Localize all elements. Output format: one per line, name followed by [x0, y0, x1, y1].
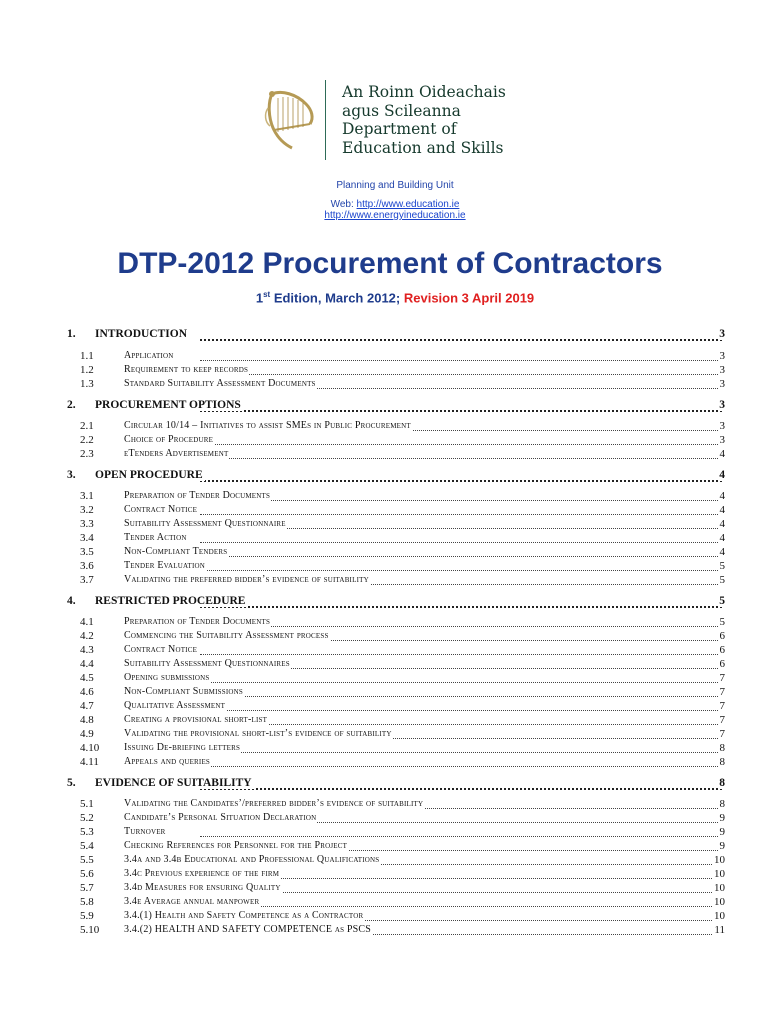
toc-leader-dots	[200, 644, 722, 655]
toc-entry-label: Application	[124, 350, 174, 361]
toc-page-number: 3	[719, 350, 725, 362]
toc-leader-dots	[200, 616, 722, 627]
toc-page-number: 4	[719, 469, 725, 481]
toc-subsection-entry[interactable]	[0, 714, 770, 728]
toc-entry-number: 4.1	[80, 616, 94, 628]
toc-entry-label: 3.4e Average annual manpower	[124, 896, 260, 907]
toc-leader-dots	[200, 364, 722, 375]
toc-subsection-entry[interactable]	[0, 686, 770, 700]
toc-subsection-entry[interactable]	[0, 532, 770, 546]
toc-entry-label: Standard Suitability Assessment Documents	[124, 378, 316, 389]
toc-page-number: 4	[719, 532, 725, 544]
toc-entry-number: 1.1	[80, 350, 94, 362]
toc-entry-label: Validating the preferred bidder’s evidence of suitability	[124, 574, 369, 585]
toc-entry-label: OPEN PROCEDURE	[95, 469, 203, 481]
toc-entry-number: 2.3	[80, 448, 94, 460]
toc-entry-number: 5.	[67, 777, 76, 789]
toc-leader-dots	[200, 686, 722, 697]
toc-page-number: 7	[719, 672, 725, 684]
toc-subsection-entry[interactable]	[0, 658, 770, 672]
toc-leader-dots	[200, 826, 722, 837]
toc-entry-number: 3.7	[80, 574, 94, 586]
toc-entry-number: 5.10	[80, 924, 100, 936]
toc-entry-number: 4.8	[80, 714, 94, 726]
toc-page-number: 10	[714, 868, 725, 880]
revision-text: Revision 3 April 2019	[403, 290, 535, 306]
toc-entry-number: 5.5	[80, 854, 94, 866]
toc-entry-number: 3.5	[80, 546, 94, 558]
toc-entry-number: 5.3	[80, 826, 94, 838]
toc-page-number: 3	[719, 399, 725, 411]
toc-entry-number: 4.11	[80, 756, 99, 768]
toc-entry-label: RESTRICTED PROCEDURE	[95, 595, 246, 607]
toc-subsection-entry[interactable]	[0, 882, 770, 896]
toc-page-number: 10	[714, 882, 725, 894]
toc-page-number: 7	[719, 728, 725, 740]
toc-entry-number: 2.1	[80, 420, 94, 432]
toc-entry-label: Turnover	[124, 826, 166, 837]
toc-entry-number: 3.1	[80, 490, 94, 502]
toc-page-number: 5	[719, 616, 725, 628]
toc-page-number: 4	[719, 518, 725, 530]
toc-subsection-entry[interactable]	[0, 630, 770, 644]
toc-entry-label: Commencing the Suitability Assessment process	[124, 630, 329, 641]
toc-page-number: 8	[719, 798, 725, 810]
toc-entry-label: Tender Action	[124, 532, 187, 543]
toc-page-number: 3	[719, 378, 725, 390]
toc-page-number: 9	[719, 826, 725, 838]
toc-entry-label: Tender Evaluation	[124, 560, 205, 571]
toc-entry-number: 3.4	[80, 532, 94, 544]
toc-entry-number: 3.3	[80, 518, 94, 530]
dept-irish-line-1: An Roinn Oideachais	[342, 83, 506, 101]
toc-entry-number: 4.10	[80, 742, 100, 754]
toc-entry-label: Opening submissions	[124, 672, 210, 683]
toc-subsection-entry[interactable]	[0, 504, 770, 518]
toc-entry-number: 4.6	[80, 686, 94, 698]
toc-subsection-entry[interactable]	[0, 826, 770, 840]
toc-leader-dots	[200, 350, 722, 361]
toc-entry-number: 4.3	[80, 644, 94, 656]
toc-subsection-entry[interactable]	[0, 448, 770, 462]
toc-subsection-entry[interactable]	[0, 490, 770, 504]
toc-subsection-entry[interactable]	[0, 812, 770, 826]
toc-leader-dots	[200, 756, 722, 767]
toc-page-number: 5	[719, 595, 725, 607]
toc-page-number: 8	[719, 777, 725, 789]
toc-entry-label: Preparation of Tender Documents	[124, 616, 271, 627]
toc-leader-dots	[200, 532, 722, 543]
toc-leader-dots	[200, 504, 722, 515]
toc-subsection-entry[interactable]	[0, 742, 770, 756]
toc-page-number: 10	[714, 854, 725, 866]
toc-entry-label: Preparation of Tender Documents	[124, 490, 271, 501]
toc-entry-number: 1.3	[80, 378, 94, 390]
toc-entry-number: 4.7	[80, 700, 94, 712]
toc-subsection-entry[interactable]	[0, 672, 770, 686]
toc-subsection-entry[interactable]	[0, 700, 770, 714]
toc-leader-dots	[200, 777, 722, 790]
toc-leader-dots	[200, 714, 722, 725]
toc-entry-number: 1.2	[80, 364, 94, 376]
toc-page-number: 3	[719, 364, 725, 376]
toc-section-entry[interactable]	[0, 469, 770, 483]
toc-entry-label: 3.4a and 3.4b Educational and Professional Qualifications	[124, 854, 380, 865]
toc-page-number: 7	[719, 714, 725, 726]
toc-entry-label: Candidate’s Personal Situation Declaration	[124, 812, 317, 823]
toc-subsection-entry[interactable]	[0, 868, 770, 882]
toc-entry-label: Choice of Procedure	[124, 434, 214, 445]
web-label: Web:	[330, 199, 354, 210]
toc-page-number: 3	[719, 434, 725, 446]
edition-ordinal-suffix: st	[263, 290, 271, 299]
edition-ordinal: 1	[255, 290, 264, 306]
toc-subsection-entry[interactable]	[0, 518, 770, 532]
toc-leader-dots	[200, 546, 722, 557]
toc-entry-label: Issuing De-briefing letters	[124, 742, 241, 753]
toc-entry-number: 4.2	[80, 630, 94, 642]
toc-entry-label: INTRODUCTION	[95, 328, 188, 340]
toc-entry-label: 3.4d Measures for ensuring Quality	[124, 882, 281, 893]
toc-subsection-entry[interactable]	[0, 546, 770, 560]
toc-entry-number: 5.8	[80, 896, 94, 908]
toc-entry-label: Checking References for Personnel for the Project	[124, 840, 348, 851]
toc-entry-label: Non-Compliant Submissions	[124, 686, 243, 697]
toc-leader-dots	[200, 595, 722, 608]
toc-subsection-entry[interactable]	[0, 924, 770, 938]
toc-entry-label: Requirement to keep records	[124, 364, 249, 375]
dept-english-line-1: Department of	[342, 120, 457, 138]
toc-leader-dots	[200, 469, 722, 482]
toc-section-entry[interactable]	[0, 595, 770, 609]
toc-entry-number: 3.2	[80, 504, 94, 516]
toc-page-number: 4	[719, 504, 725, 516]
toc-page-number: 8	[719, 742, 725, 754]
toc-entry-label: PROCUREMENT OPTIONS	[95, 399, 241, 411]
toc-entry-number: 4.4	[80, 658, 94, 670]
toc-page-number: 6	[719, 630, 725, 642]
toc-entry-label: Suitability Assessment Questionnaire	[124, 518, 286, 529]
toc-entry-label: Appeals and queries	[124, 756, 211, 767]
toc-page-number: 4	[719, 490, 725, 502]
toc-page-number: 5	[719, 574, 725, 586]
toc-page-number: 3	[719, 328, 725, 340]
toc-entry-number: 5.4	[80, 840, 94, 852]
toc-entry-number: 1.	[67, 328, 76, 340]
toc-entry-number: 2.2	[80, 434, 94, 446]
toc-entry-number: 5.6	[80, 868, 94, 880]
toc-subsection-entry[interactable]	[0, 910, 770, 924]
toc-entry-label: Creating a provisional short-list	[124, 714, 268, 725]
toc-subsection-entry[interactable]	[0, 854, 770, 868]
toc-entry-label: EVIDENCE OF SUITABILITY	[95, 777, 252, 789]
toc-leader-dots	[200, 399, 722, 412]
toc-entry-label: Validating the Candidates’/preferred bidder’s evidence of suitability	[124, 798, 424, 809]
toc-leader-dots	[200, 896, 722, 907]
toc-entry-label: Validating the provisional short-list’s evidence of suitability	[124, 728, 392, 739]
toc-entry-number: 2.	[67, 399, 76, 411]
toc-entry-number: 3.6	[80, 560, 94, 572]
unit-name: Planning and Building Unit	[336, 180, 454, 191]
toc-subsection-entry[interactable]	[0, 574, 770, 588]
toc-entry-label: 3.4c Previous experience of the firm	[124, 868, 280, 879]
toc-entry-label: eTenders Advertisement	[124, 448, 229, 459]
toc-page-number: 6	[719, 658, 725, 670]
toc-subsection-entry[interactable]	[0, 378, 770, 392]
toc-subsection-entry[interactable]	[0, 560, 770, 574]
toc-leader-dots	[200, 490, 722, 501]
dept-irish-line-2: agus Scileanna	[342, 101, 461, 120]
toc-entry-number: 5.9	[80, 910, 94, 922]
toc-leader-dots	[200, 434, 722, 445]
toc-entry-number: 4.	[67, 595, 76, 607]
toc-page-number: 5	[719, 560, 725, 572]
toc-section-entry[interactable]	[0, 399, 770, 413]
toc-page-number: 4	[719, 448, 725, 460]
toc-page-number: 11	[714, 924, 725, 936]
toc-subsection-entry[interactable]	[0, 896, 770, 910]
toc-page-number: 4	[719, 546, 725, 558]
toc-page-number: 3	[719, 420, 725, 432]
toc-entry-label: Circular 10/14 – Initiatives to assist SMEs in Public Procurement	[124, 420, 411, 431]
toc-entry-number: 4.5	[80, 672, 94, 684]
toc-page-number: 8	[719, 756, 725, 768]
toc-subsection-entry[interactable]	[0, 798, 770, 812]
toc-page-number: 9	[719, 812, 725, 824]
toc-section-entry[interactable]	[0, 777, 770, 791]
toc-entry-label: Non-Compliant Tenders	[124, 546, 228, 557]
toc-entry-label: 3.4.(2) HEALTH AND SAFETY COMPETENCE as PSCS	[124, 924, 372, 935]
dept-english-line-2: Education and Skills	[342, 138, 504, 157]
document-title: DTP-2012 Procurement of Contractors	[117, 247, 663, 280]
toc-subsection-entry[interactable]	[0, 756, 770, 770]
toc-leader-dots	[200, 672, 722, 683]
web-link-energy[interactable]: http://www.energyineducation.ie	[324, 210, 466, 221]
toc-page-number: 10	[714, 896, 725, 908]
toc-page-number: 10	[714, 910, 725, 922]
toc-leader-dots	[200, 328, 722, 341]
web-link-education[interactable]: http://www.education.ie	[356, 199, 460, 210]
toc-entry-label: 3.4.(1) Health and Safety Competence as a Contractor	[124, 910, 364, 921]
toc-page-number: 9	[719, 840, 725, 852]
toc-subsection-entry[interactable]	[0, 420, 770, 434]
toc-entry-label: Contract Notice	[124, 644, 198, 655]
toc-page-number: 7	[719, 700, 725, 712]
toc-entry-label: Contract Notice	[124, 504, 198, 515]
toc-leader-dots	[200, 448, 722, 459]
toc-subsection-entry[interactable]	[0, 644, 770, 658]
toc-page-number: 6	[719, 644, 725, 656]
toc-subsection-entry[interactable]	[0, 840, 770, 854]
toc-section-entry[interactable]	[0, 328, 770, 342]
toc-entry-label: Suitability Assessment Questionnaires	[124, 658, 290, 669]
toc-entry-number: 5.1	[80, 798, 94, 810]
toc-entry-number: 5.2	[80, 812, 94, 824]
toc-leader-dots	[200, 742, 722, 753]
toc-subsection-entry[interactable]	[0, 434, 770, 448]
toc-subsection-entry[interactable]	[0, 364, 770, 378]
edition-text: Edition, March 2012;	[273, 290, 401, 306]
toc-subsection-entry[interactable]	[0, 350, 770, 364]
toc-entry-label: Qualitative Assessment	[124, 700, 226, 711]
toc-page-number: 7	[719, 686, 725, 698]
toc-leader-dots	[200, 560, 722, 571]
toc-leader-dots	[200, 700, 722, 711]
toc-subsection-entry[interactable]	[0, 616, 770, 630]
toc-subsection-entry[interactable]	[0, 728, 770, 742]
toc-entry-number: 5.7	[80, 882, 94, 894]
toc-entry-number: 4.9	[80, 728, 94, 740]
toc-entry-number: 3.	[67, 469, 76, 481]
